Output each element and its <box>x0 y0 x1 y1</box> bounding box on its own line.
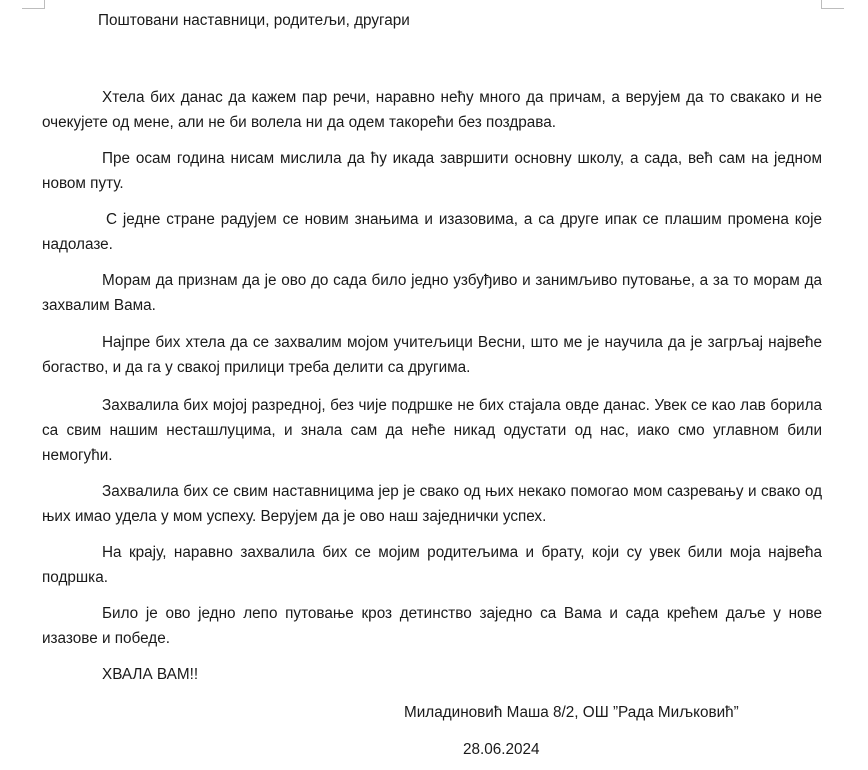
page-corner-marker-left <box>22 0 45 9</box>
signature-line: Миладиновић Маша 8/2, ОШ ”Рада Миљковић” <box>404 704 739 721</box>
page-corner-marker-right <box>821 0 844 9</box>
greeting-line: Поштовани наставници, родитељи, другари <box>98 12 410 29</box>
paragraph-journey: Морам да признам да је ово до сада било једно узбуђиво и занимљиво путовање, а за то морам да захвалим Вама. <box>42 272 822 314</box>
paragraph-all-teachers-thanks: Захвалила бих се свим наставницима јер је свако од њих некако помогао мом сазревању и свако од њих имао удела у мом успеху. Верујем да је ово наш заједнички успех. <box>42 483 822 525</box>
date-line: 28.06.2024 <box>463 741 540 758</box>
paragraph-feelings: С једне стране радујем се новим знањима и изазовима, а са друге ипак се плашим промена које надолазе. <box>42 211 822 253</box>
closing-line: ХВАЛА ВАМ!! <box>102 666 199 683</box>
paragraph-farewell: Било је ово једно лепо путовање кроз детинство заједно са Вама и сада крећем даље у нове изазове и победе. <box>42 605 822 647</box>
paragraph-family-thanks: На крају, наравно захвалила бих се мојим родитељима и брату, који су увек били моја највећа подршка. <box>42 544 822 586</box>
paragraph-class-teacher-thanks: Захвалила бих мојој разредној, без чије подршке не бих стајала овде данас. Увек се као лав борила са свим нашим несташлуцима, и знала сам да неће никад одустати од нас, иако смо углавном били немогући. <box>42 397 822 464</box>
paragraph-teacher-thanks: Најпре бих хтела да се захвалим мојом учитељици Весни, што ме је научила да је загрљај највеће богаство, и да га у свакој прилици треба делити са другима. <box>42 334 822 376</box>
paragraph-intro: Хтела бих данас да кажем пар речи, наравно нећу много да причам, а верујем да то свакако и не очекујете од мене, али не би волела ни да одем такорећи без поздрава. <box>42 89 822 131</box>
paragraph-eight-years: Пре осам година нисам мислила да ћу икада завршити основну школу, а сада, већ сам на једном новом путу. <box>42 150 822 192</box>
